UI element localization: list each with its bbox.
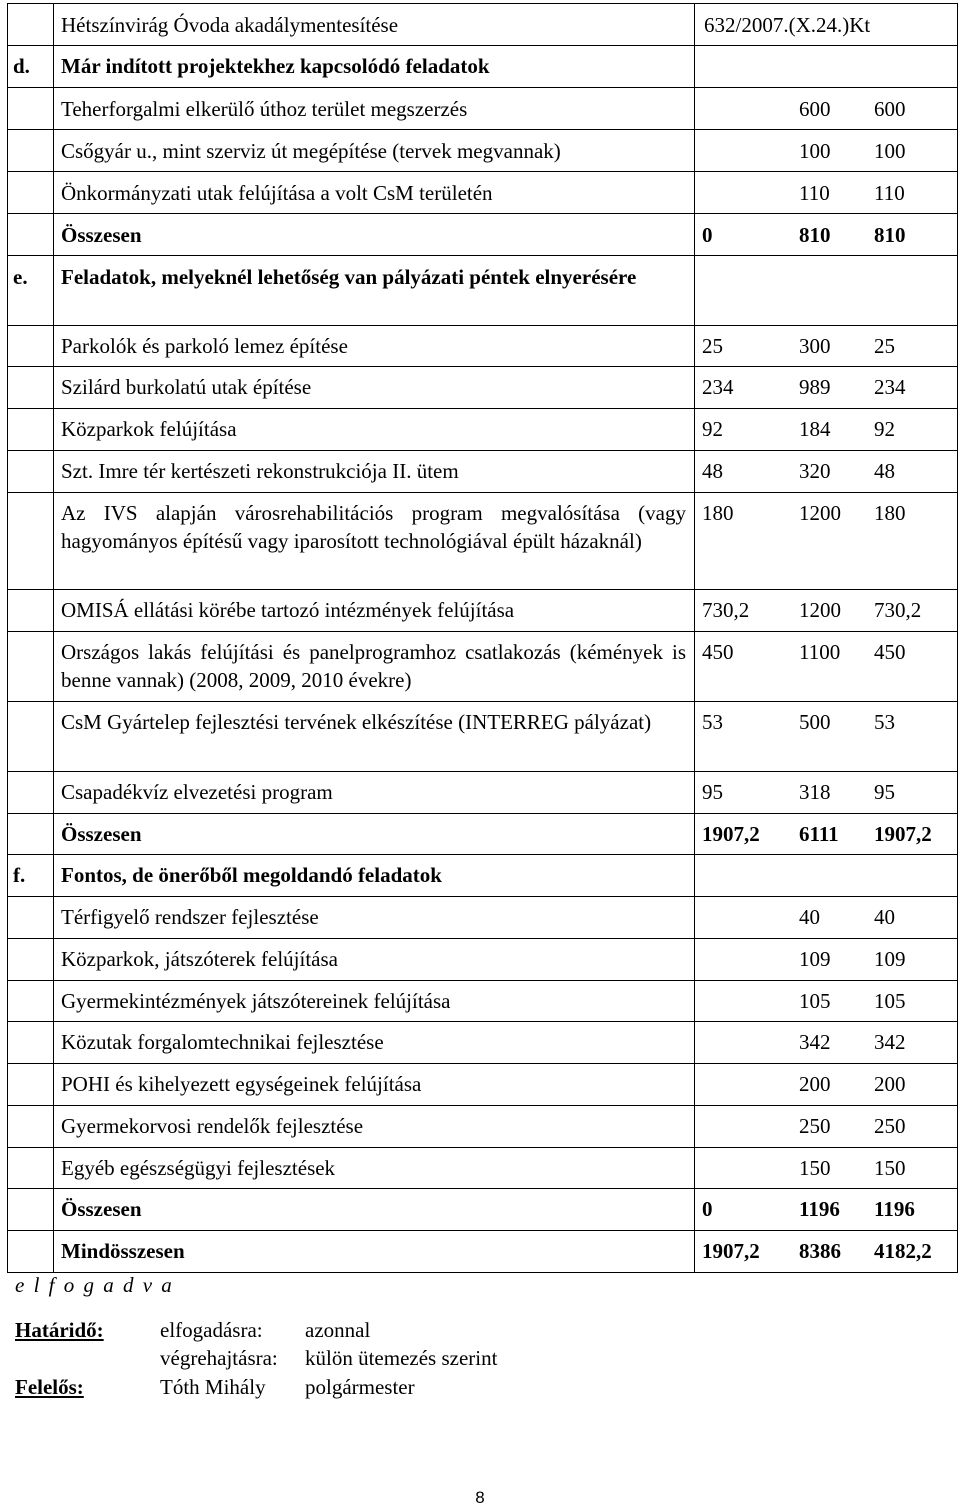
deadline-key-2: végrehajtásra: (160, 1346, 278, 1370)
deadline-value-2: külön ütemezés szerint (305, 1346, 498, 1370)
responsible-name: Tóth Mihály (160, 1375, 266, 1399)
section-title: Fontos, de önerőből megoldandó feladatok (54, 855, 695, 897)
value-b: 100 (799, 139, 831, 163)
table-row (8, 939, 958, 981)
value-c: 200 (874, 1072, 906, 1096)
value-b: 1200 (799, 501, 841, 525)
value-a: 1907,2 (702, 1239, 760, 1263)
row-description: Gyermekintézmények játszótereinek felújítása (54, 981, 695, 1022)
value-c: 250 (874, 1114, 906, 1138)
section-title: Feladatok, melyeknél lehetőség van pályázati péntek elnyerésére (54, 256, 695, 326)
table-row (8, 172, 958, 214)
subtotal-row (8, 1189, 958, 1231)
row-description: Csőgyár u., mint szerviz út megépítése (tervek megvannak) (54, 130, 695, 172)
table-row (8, 4, 958, 46)
value-c: 92 (874, 417, 895, 441)
row-description: Parkolók és parkoló lemez építése (54, 326, 695, 367)
row-description: Közutak forgalomtechnikai fejlesztése (54, 1022, 695, 1064)
section-header-f (8, 855, 958, 897)
value-b: 318 (799, 780, 831, 804)
value-a: 0 (702, 1197, 713, 1221)
value-b: 40 (799, 905, 820, 929)
row-description: CsM Gyártelep fejlesztési tervének elkészítése (INTERREG pályázat) (54, 702, 695, 772)
table-row (8, 1064, 958, 1106)
deadline-value-1: azonnal (305, 1318, 371, 1342)
value-c: 25 (874, 334, 895, 358)
table-row (8, 493, 958, 590)
section-title: Már indított projektekhez kapcsolódó feladatok (54, 46, 695, 88)
table-row (8, 88, 958, 130)
responsible-role: polgármester (305, 1375, 415, 1399)
table-row (8, 1148, 958, 1189)
value-c: 40 (874, 905, 895, 929)
section-header-e (8, 256, 958, 326)
table-row (8, 409, 958, 451)
value-a: 234 (702, 375, 734, 399)
table-row (8, 130, 958, 172)
value-c: 4182,2 (874, 1239, 932, 1263)
table-row (8, 702, 958, 772)
subtotal-row (8, 814, 958, 855)
value-c: 109 (874, 947, 906, 971)
row-description: Csapadékvíz elvezetési program (54, 772, 695, 814)
value-b: 150 (799, 1156, 831, 1180)
value-b: 8386 (799, 1239, 841, 1263)
value-b: 6111 (799, 822, 839, 846)
value-c: 48 (874, 459, 895, 483)
value-c: 53 (874, 710, 895, 734)
row-description: Közparkok, játszóterek felújítása (54, 939, 695, 981)
table-row (8, 326, 958, 367)
value-b: 110 (799, 181, 830, 205)
subtotal-row (8, 214, 958, 256)
row-description: Szt. Imre tér kertészeti rekonstrukciója II. ütem (54, 451, 695, 493)
value-c: 105 (874, 989, 906, 1013)
value-b: 320 (799, 459, 831, 483)
value-c: 150 (874, 1156, 906, 1180)
value-b: 1200 (799, 598, 841, 622)
row-description: Szilárd burkolatú utak építése (54, 367, 695, 409)
value-a: 180 (702, 501, 734, 525)
table-row (8, 897, 958, 939)
value-c: 100 (874, 139, 906, 163)
value-c: 234 (874, 375, 906, 399)
value-a: 450 (702, 640, 734, 664)
table-row (8, 981, 958, 1022)
value-c: 450 (874, 640, 906, 664)
value-b: 989 (799, 375, 831, 399)
value-b: 810 (799, 223, 831, 247)
value-a: 48 (702, 459, 723, 483)
value-b: 342 (799, 1030, 831, 1054)
row-description: POHI és kihelyezett egységeinek felújítása (54, 1064, 695, 1106)
row-description: Mindösszesen (54, 1231, 695, 1273)
deadline-label: Határidő: (15, 1318, 104, 1342)
value-b: 105 (799, 989, 831, 1013)
table-row (8, 1106, 958, 1148)
value-a: 53 (702, 710, 723, 734)
accepted-stamp: e l f o g a d v a (15, 1273, 174, 1297)
row-description: Összesen (54, 214, 695, 256)
value-c: 95 (874, 780, 895, 804)
row-description: Összesen (54, 814, 695, 855)
page-number: 8 (475, 1488, 485, 1507)
responsible-label: Felelős: (15, 1375, 84, 1399)
row-description: Az IVS alapján városrehabilitációs program megvalósítása (vagy hagyományos építésű vagy iparosított technológiával épült házaknál) (54, 493, 695, 590)
value-b: 1100 (799, 640, 841, 664)
value-c: 730,2 (874, 598, 922, 622)
section-header-d (8, 46, 958, 88)
value-c: 600 (874, 97, 906, 121)
value-b: 300 (799, 334, 831, 358)
value-c: 342 (874, 1030, 906, 1054)
value-a: 95 (702, 780, 723, 804)
row-description: Térfigyelő rendszer fejlesztése (54, 897, 695, 939)
value-c: 180 (874, 501, 906, 525)
row-description: Közparkok felújítása (54, 409, 695, 451)
value-b: 109 (799, 947, 831, 971)
value-a: 92 (702, 417, 723, 441)
value-b: 250 (799, 1114, 831, 1138)
table-row (8, 451, 958, 493)
row-description: Gyermekorvosi rendelők fejlesztése (54, 1106, 695, 1148)
value-a: 1907,2 (702, 822, 760, 846)
value-b: 184 (799, 417, 831, 441)
value-b: 1196 (799, 1197, 840, 1221)
value-c: 110 (874, 181, 905, 205)
value-a: 0 (702, 223, 713, 247)
section-letter: f. (8, 855, 54, 897)
row-description: Országos lakás felújítási és panelprogramhoz csatlakozás (kémények is benne vannak) (2008, 2009, 2010 évekre) (54, 632, 695, 702)
table-row (8, 632, 958, 702)
table-row (8, 590, 958, 632)
row-description: Önkormányzati utak felújítása a volt CsM területén (54, 172, 695, 214)
grand-total-row (8, 1231, 958, 1273)
deadline-key-1: elfogadásra: (160, 1318, 263, 1342)
value-a: 25 (702, 334, 723, 358)
section-letter: e. (8, 256, 54, 326)
row-description: Egyéb egészségügyi fejlesztések (54, 1148, 695, 1189)
value-c: 1907,2 (874, 822, 932, 846)
value-b: 600 (799, 97, 831, 121)
row-description: Teherforgalmi elkerülő úthoz terület megszerzés (54, 88, 695, 130)
row-description: Összesen (54, 1189, 695, 1231)
value-a: 730,2 (702, 598, 750, 622)
row-description: Hétszínvirág Óvoda akadálymentesítése (54, 4, 695, 46)
table-row (8, 1022, 958, 1064)
value-c: 1196 (874, 1197, 915, 1221)
value-c: 810 (874, 223, 906, 247)
table-row (8, 772, 958, 814)
row-description: OMISÁ ellátási körébe tartozó intézmények felújítása (54, 590, 695, 632)
section-letter: d. (8, 46, 54, 88)
value-b: 500 (799, 710, 831, 734)
budget-table (7, 3, 958, 1273)
value-b: 200 (799, 1072, 831, 1096)
resolution-ref: 632/2007.(X.24.)Kt (695, 4, 958, 46)
table-row (8, 367, 958, 409)
